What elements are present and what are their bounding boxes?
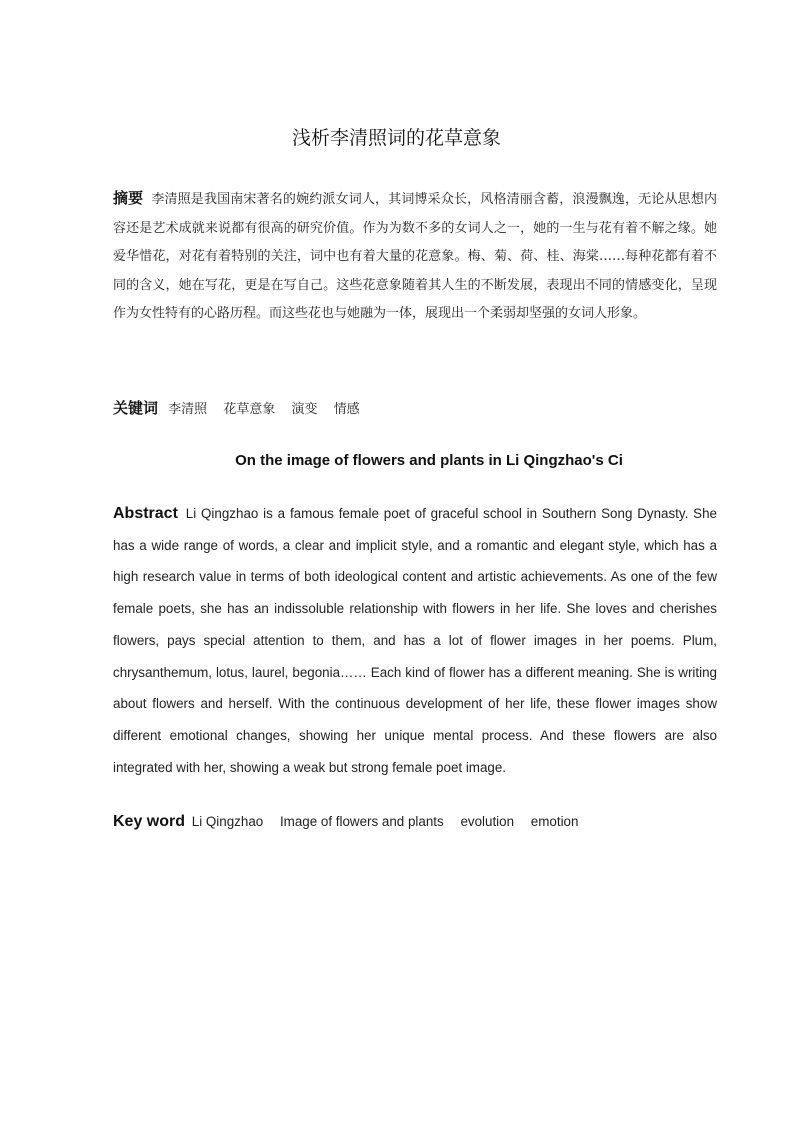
english-keywords [113,808,717,836]
english-keyword: evolution [460,814,515,829]
english-abstract-label: Abstract [113,505,178,522]
chinese-keyword: 花草意象 [223,402,276,417]
english-keyword: emotion [530,814,579,829]
chinese-keywords [113,394,717,424]
chinese-title: 浅析李清照词的花草意象 [291,127,501,149]
english-keyword: Li Qingzhao [191,814,264,829]
chinese-abstract [113,184,717,329]
chinese-abstract-text: 李清照是我国南宋著名的婉约派女词人，其词博采众长，风格清丽含蓄，浪漫飘逸，无论从思想内容还是艺术成就来说都有很高的研究价值。作为为数不多的女词人之一，她的一生与花有着不解之缘。她爱华惜花，对花有着特别的关注，词中也有着大量的花意象。梅、菊、荷、桂、海棠……每种花都有着不同的含义，她在写花，更是在写自己。这些花意象随着其人生的不断发展，表现出不同的情感变化，呈现作为女性特有的心路历程。而这些花也与她融为一体，展现出一个柔弱却坚强的女词人形象。 [113,192,717,321]
chinese-keywords-label: 关键词 [113,399,159,417]
chinese-keyword: 情感 [333,402,360,417]
english-title: On the image of flowers and plants in Li Qingzhao's Ci [235,452,623,469]
english-keyword: Image of flowers and plants [279,814,444,829]
english-abstract-text: Li Qingzhao is a famous female poet of graceful school in Southern Song Dynasty. She has a wide range of words, a clear and implicit style, and a romantic and elegant style, which has a high research value in terms of both ideological content and artistic achievements. As one of the few female poets, she has an indissoluble relationship with flowers in her life. She loves and cherishes flowers, pays special attention to them, and has a lot of flower images in her poems. Plum, chrysanthemum, lotus, laurel, begonia…… Each kind of flower has a different meaning. She is writing about flowers and herself. With the continuous development of her life, these flower images show different emotional changes, showing her unique mental process. And these flowers are also integrated with her, showing a weak but strong female poet image. [113,506,717,775]
chinese-keyword: 李清照 [168,402,208,417]
english-abstract [113,498,717,783]
chinese-abstract-label: 摘要 [113,189,144,207]
chinese-keyword: 演变 [291,402,318,417]
english-keywords-label: Key word [113,813,186,830]
